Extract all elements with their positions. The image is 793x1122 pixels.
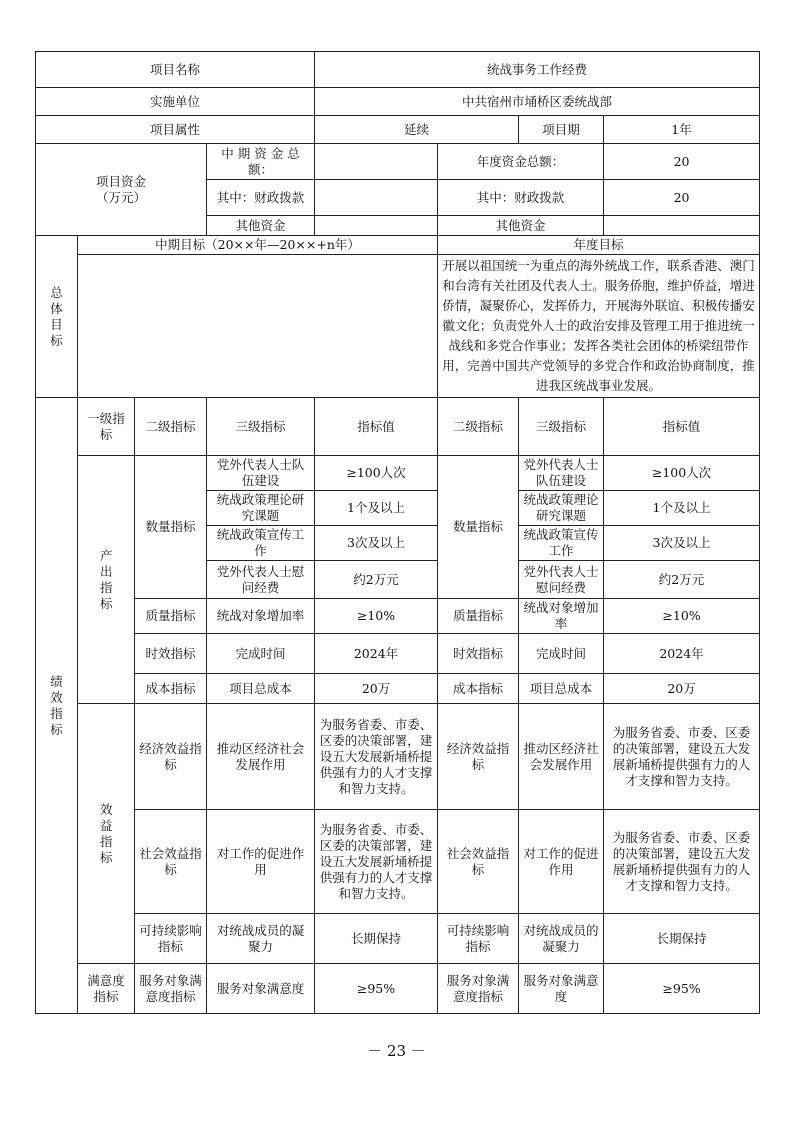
cost-ind-mid: 项目总成本	[207, 674, 315, 704]
qty-val-mid-3: 约2万元	[315, 561, 438, 599]
annual-other-value	[604, 216, 760, 236]
mid-total-value	[315, 144, 438, 180]
econ-ind-annual: 推动区经济社会发展作用	[519, 704, 604, 810]
qty-ind-mid-2: 统战政策宣传工作	[207, 526, 315, 561]
perf-h1: 一级指标	[78, 398, 135, 456]
satis-label: 满意度指标	[78, 964, 135, 1014]
quality-val-annual: ≥10%	[604, 599, 760, 634]
output-label: 产出指标	[78, 456, 135, 704]
period-value: 1年	[604, 116, 760, 144]
cost-label-annual: 成本指标	[438, 674, 519, 704]
qty-val-annual-0: ≥100人次	[604, 456, 760, 491]
quality-label-mid: 质量指标	[135, 599, 207, 634]
mid-fiscal-value	[315, 180, 438, 216]
annual-goal-header: 年度目标	[438, 236, 760, 255]
qty-val-mid-0: ≥100人次	[315, 456, 438, 491]
qty-val-annual-3: 约2万元	[604, 561, 760, 599]
perf-label: 绩效指标	[36, 398, 78, 1014]
sustain-label-annual: 可持续影响指标	[438, 914, 519, 964]
mid-fiscal-label: 其中：财政拨款	[207, 180, 315, 216]
satis-val-annual: ≥95%	[604, 964, 760, 1014]
cost-val-annual: 20万	[604, 674, 760, 704]
satis-ind-annual: 服务对象满意度	[519, 964, 604, 1014]
econ-val-annual: 为服务省委、市委、区委的决策部署，建设五大发展新埇桥提供强有力的人才支撑和智力支持。	[604, 704, 760, 810]
qty-label-annual: 数量指标	[438, 456, 519, 599]
satis-ind-mid: 服务对象满意度	[207, 964, 315, 1014]
attr-label: 项目属性	[36, 116, 315, 144]
annual-total-label: 年度资金总额：	[438, 144, 604, 180]
qty-val-annual-2: 3次及以上	[604, 526, 760, 561]
sustain-val-mid: 长期保持	[315, 914, 438, 964]
qty-val-annual-1: 1个及以上	[604, 491, 760, 526]
time-ind-annual: 完成时间	[519, 634, 604, 674]
sustain-val-annual: 长期保持	[604, 914, 760, 964]
qty-ind-annual-1: 统战政策理论研究课题	[519, 491, 604, 526]
funds-label-line2: （万元）	[95, 189, 146, 205]
quality-label-annual: 质量指标	[438, 599, 519, 634]
annual-goal-text: 开展以祖国统一为重点的海外统战工作，联系香港、澳门和台湾有关社团及代表人士。服务侨胞，维护侨益，增进侨情，凝聚侨心，发挥侨力，开展海外联谊、积极传播安徽文化；负责党外人士的政治安排及管理工用于推进统一战线和多党合作事业；发挥各类社会团体的桥梁纽带作用，完善中国共产党领导的多党合作和政治协商制度，推进我区统战事业发展。	[438, 255, 760, 398]
mid-goal-header: 中期目标（20××年—20××+n年）	[78, 236, 438, 255]
satis-sub-mid: 服务对象满意度指标	[135, 964, 207, 1014]
qty-ind-mid-0: 党外代表人士队伍建设	[207, 456, 315, 491]
perf-h2-mid: 二级指标	[135, 398, 207, 456]
time-label-annual: 时效指标	[438, 634, 519, 674]
page-number: － 23 －	[367, 1042, 426, 1060]
social-ind-mid: 对工作的促进作用	[207, 810, 315, 914]
qty-ind-mid-3: 党外代表人士慰问经费	[207, 561, 315, 599]
qty-ind-annual-3: 党外代表人士慰问经费	[519, 561, 604, 599]
cost-label-mid: 成本指标	[135, 674, 207, 704]
social-ind-annual: 对工作的促进作用	[519, 810, 604, 914]
mid-total-label: 中 期 资 金 总 额：	[207, 144, 315, 180]
perf-h2-annual: 二级指标	[438, 398, 519, 456]
quality-ind-annual: 统战对象增加率	[519, 599, 604, 634]
social-val-mid: 为服务省委、市委、区委的决策部署，建设五大发展新埇桥提供强有力的人才支撑和智力支持。	[315, 810, 438, 914]
unit-label: 实施单位	[36, 88, 315, 116]
perf-hv-annual: 指标值	[604, 398, 760, 456]
social-label-mid: 社会效益指标	[135, 810, 207, 914]
qty-ind-annual-0: 党外代表人士队伍建设	[519, 456, 604, 491]
unit-value: 中共宿州市埇桥区委统战部	[315, 88, 760, 116]
time-val-mid: 2024年	[315, 634, 438, 674]
econ-label-annual: 经济效益指标	[438, 704, 519, 810]
funds-label-line1: 项目资金	[95, 173, 146, 189]
annual-other-label: 其他资金	[438, 216, 604, 236]
sustain-ind-annual: 对统战成员的凝聚力	[519, 914, 604, 964]
mid-other-label: 其他资金	[207, 216, 315, 236]
perf-hv-mid: 指标值	[315, 398, 438, 456]
mid-goal-text	[78, 255, 438, 398]
annual-fiscal-value: 20	[604, 180, 760, 216]
perf-h3-mid: 三级指标	[207, 398, 315, 456]
annual-fiscal-label: 其中：财政拨款	[438, 180, 604, 216]
budget-table	[35, 51, 760, 1014]
satis-sub-annual: 服务对象满意度指标	[438, 964, 519, 1014]
attr-value: 延续	[315, 116, 519, 144]
project-name-value: 统战事务工作经费	[315, 52, 760, 88]
social-val-annual: 为服务省委、市委、区委的决策部署，建设五大发展新埇桥提供强有力的人才支撑和智力支持。	[604, 810, 760, 914]
time-label-mid: 时效指标	[135, 634, 207, 674]
qty-label-mid: 数量指标	[135, 456, 207, 599]
social-label-annual: 社会效益指标	[438, 810, 519, 914]
benefit-label: 效益指标	[78, 704, 135, 964]
qty-val-mid-2: 3次及以上	[315, 526, 438, 561]
qty-ind-mid-1: 统战政策理论研究课题	[207, 491, 315, 526]
qty-ind-annual-2: 统战政策宣传工作	[519, 526, 604, 561]
quality-ind-mid: 统战对象增加率	[207, 599, 315, 634]
time-val-annual: 2024年	[604, 634, 760, 674]
period-label: 项目期	[519, 116, 604, 144]
qty-val-mid-1: 1个及以上	[315, 491, 438, 526]
sustain-label-mid: 可持续影响指标	[135, 914, 207, 964]
project-name-label: 项目名称	[36, 52, 315, 88]
econ-label-mid: 经济效益指标	[135, 704, 207, 810]
quality-val-mid: ≥10%	[315, 599, 438, 634]
cost-val-mid: 20万	[315, 674, 438, 704]
satis-val-mid: ≥95%	[315, 964, 438, 1014]
goal-label: 总体目标	[36, 236, 78, 398]
annual-total-value: 20	[604, 144, 760, 180]
perf-h3-annual: 三级指标	[519, 398, 604, 456]
mid-other-value	[315, 216, 438, 236]
cost-ind-annual: 项目总成本	[519, 674, 604, 704]
econ-val-mid: 为服务省委、市委、区委的决策部署，建设五大发展新埇桥提供强有力的人才支撑和智力支持。	[315, 704, 438, 810]
time-ind-mid: 完成时间	[207, 634, 315, 674]
sustain-ind-mid: 对统战成员的凝聚力	[207, 914, 315, 964]
funds-label	[36, 144, 207, 236]
econ-ind-mid: 推动区经济社会发展作用	[207, 704, 315, 810]
